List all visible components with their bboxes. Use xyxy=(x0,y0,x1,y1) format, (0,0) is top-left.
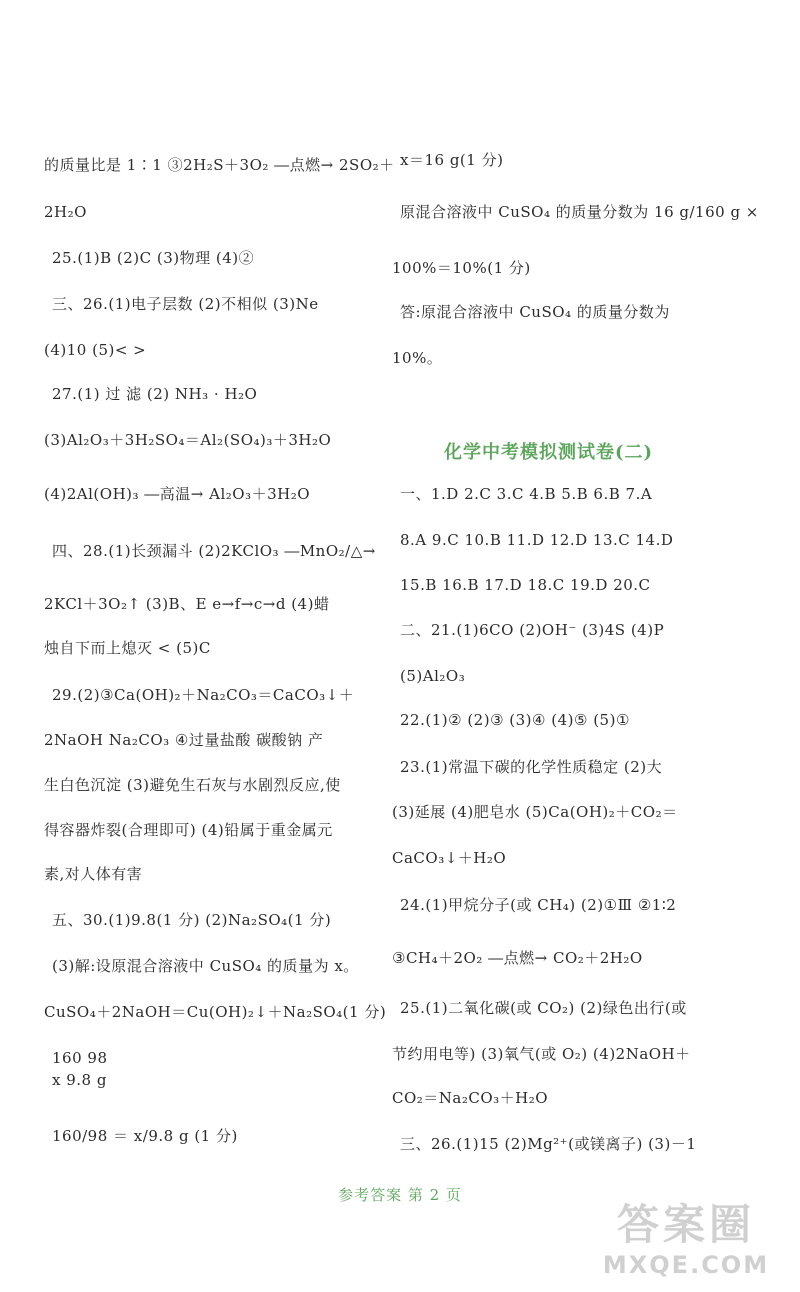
left-answer-line: 2KCl＋3O₂↑ (3)B、E e→f→c→d (4)蜡 xyxy=(44,595,330,613)
left-answer-line: 2H₂O xyxy=(44,203,87,221)
left-answer-line: 五、30.(1)9.8(1 分) (2)Na₂SO₄(1 分) xyxy=(52,911,332,929)
left-answer-line: (3)解:设原混合溶液中 CuSO₄ 的质量为 x。 xyxy=(52,957,359,975)
left-answer-line: (3)Al₂O₃＋3H₂SO₄＝Al₂(SO₄)₃＋3H₂O xyxy=(44,431,332,449)
left-answer-line: (4)2Al(OH)₃ ―高温→ Al₂O₃＋3H₂O xyxy=(44,485,311,503)
left-answer-line: 烛自下而上熄灭 < (5)C xyxy=(44,639,211,657)
right-answer-line: 三、26.(1)15 (2)Mg²⁺(或镁离子) (3)－1 xyxy=(400,1135,697,1153)
right-answer-line: CaCO₃↓＋H₂O xyxy=(392,849,507,867)
left-answer-line: 25.(1)B (2)C (3)物理 (4)② xyxy=(52,249,255,267)
right-answer-line: 23.(1)常温下碳的化学性质稳定 (2)大 xyxy=(400,758,663,776)
watermark-cn: 答案圈 xyxy=(616,1200,755,1249)
right-answer-line: 10%。 xyxy=(392,349,443,367)
left-answer-line: 得容器炸裂(合理即可) (4)铅属于重金属元 xyxy=(44,821,333,839)
left-answer-line: x 9.8 g xyxy=(52,1071,107,1089)
right-answer-line: 22.(1)② (2)③ (3)④ (4)⑤ (5)① xyxy=(400,711,630,729)
right-answer-line: 24.(1)甲烷分子(或 CH₄) (2)①Ⅲ ②1∶2 xyxy=(400,896,677,914)
right-answer-line: 节约用电等) (3)氧气(或 O₂) (4)2NaOH＋ xyxy=(392,1045,691,1063)
right-answer-line: x＝16 g(1 分) xyxy=(400,151,504,169)
left-answer-line: 的质量比是 1∶1 ③2H₂S＋3O₂ ―点燃→ 2SO₂＋ xyxy=(44,156,395,174)
left-answer-line: 三、26.(1)电子层数 (2)不相似 (3)Ne xyxy=(52,295,319,313)
left-answer-line: 生白色沉淀 (3)避免生石灰与水剧烈反应,使 xyxy=(44,776,341,794)
right-answer-line: 二、21.(1)6CO (2)OH⁻ (3)4S (4)P xyxy=(400,621,665,639)
right-answer-line: 25.(1)二氧化碳(或 CO₂) (2)绿色出行(或 xyxy=(400,999,687,1017)
right-answer-line: 答:原混合溶液中 CuSO₄ 的质量分数为 xyxy=(400,303,670,321)
watermark-logo xyxy=(586,1200,786,1286)
right-answer-line: 100%＝10%(1 分) xyxy=(392,259,531,277)
left-answer-line: CuSO₄＋2NaOH＝Cu(OH)₂↓＋Na₂SO₄(1 分) xyxy=(44,1003,387,1021)
left-answer-line: 四、28.(1)长颈漏斗 (2)2KClO₃ ―MnO₂/△→ xyxy=(52,542,376,560)
right-answer-line: CO₂＝Na₂CO₃＋H₂O xyxy=(392,1089,549,1107)
section-title: 化学中考模拟测试卷(二) xyxy=(444,442,654,463)
left-answer-line: (4)10 (5)< > xyxy=(44,341,147,359)
right-answer-line: (3)延展 (4)肥皂水 (5)Ca(OH)₂＋CO₂＝ xyxy=(392,803,678,821)
left-answer-line: 160 98 xyxy=(52,1049,108,1067)
left-answer-line: 27.(1) 过 滤 (2) NH₃ · H₂O xyxy=(52,385,258,403)
right-answer-line: 原混合溶液中 CuSO₄ 的质量分数为 16 g/160 g × xyxy=(400,203,759,221)
left-answer-line: 素,对人体有害 xyxy=(44,865,143,883)
left-answer-line: 160/98 ＝ x/9.8 g (1 分) xyxy=(52,1127,238,1145)
watermark-en: MXQE.COM xyxy=(602,1251,770,1279)
page-footer: 参考答案 第 2 页 xyxy=(338,1186,462,1204)
right-answer-line: (5)Al₂O₃ xyxy=(400,667,466,685)
left-answer-line: 29.(2)③Ca(OH)₂＋Na₂CO₃＝CaCO₃↓＋ xyxy=(52,686,355,704)
right-answer-line: 15.B 16.B 17.D 18.C 19.D 20.C xyxy=(400,576,651,594)
left-answer-line: 2NaOH Na₂CO₃ ④过量盐酸 碳酸钠 产 xyxy=(44,731,324,749)
right-answer-line: 一、1.D 2.C 3.C 4.B 5.B 6.B 7.A xyxy=(400,485,653,503)
right-answer-line: 8.A 9.C 10.B 11.D 12.D 13.C 14.D xyxy=(400,531,674,549)
right-answer-line: ③CH₄＋2O₂ ―点燃→ CO₂＋2H₂O xyxy=(392,949,643,967)
